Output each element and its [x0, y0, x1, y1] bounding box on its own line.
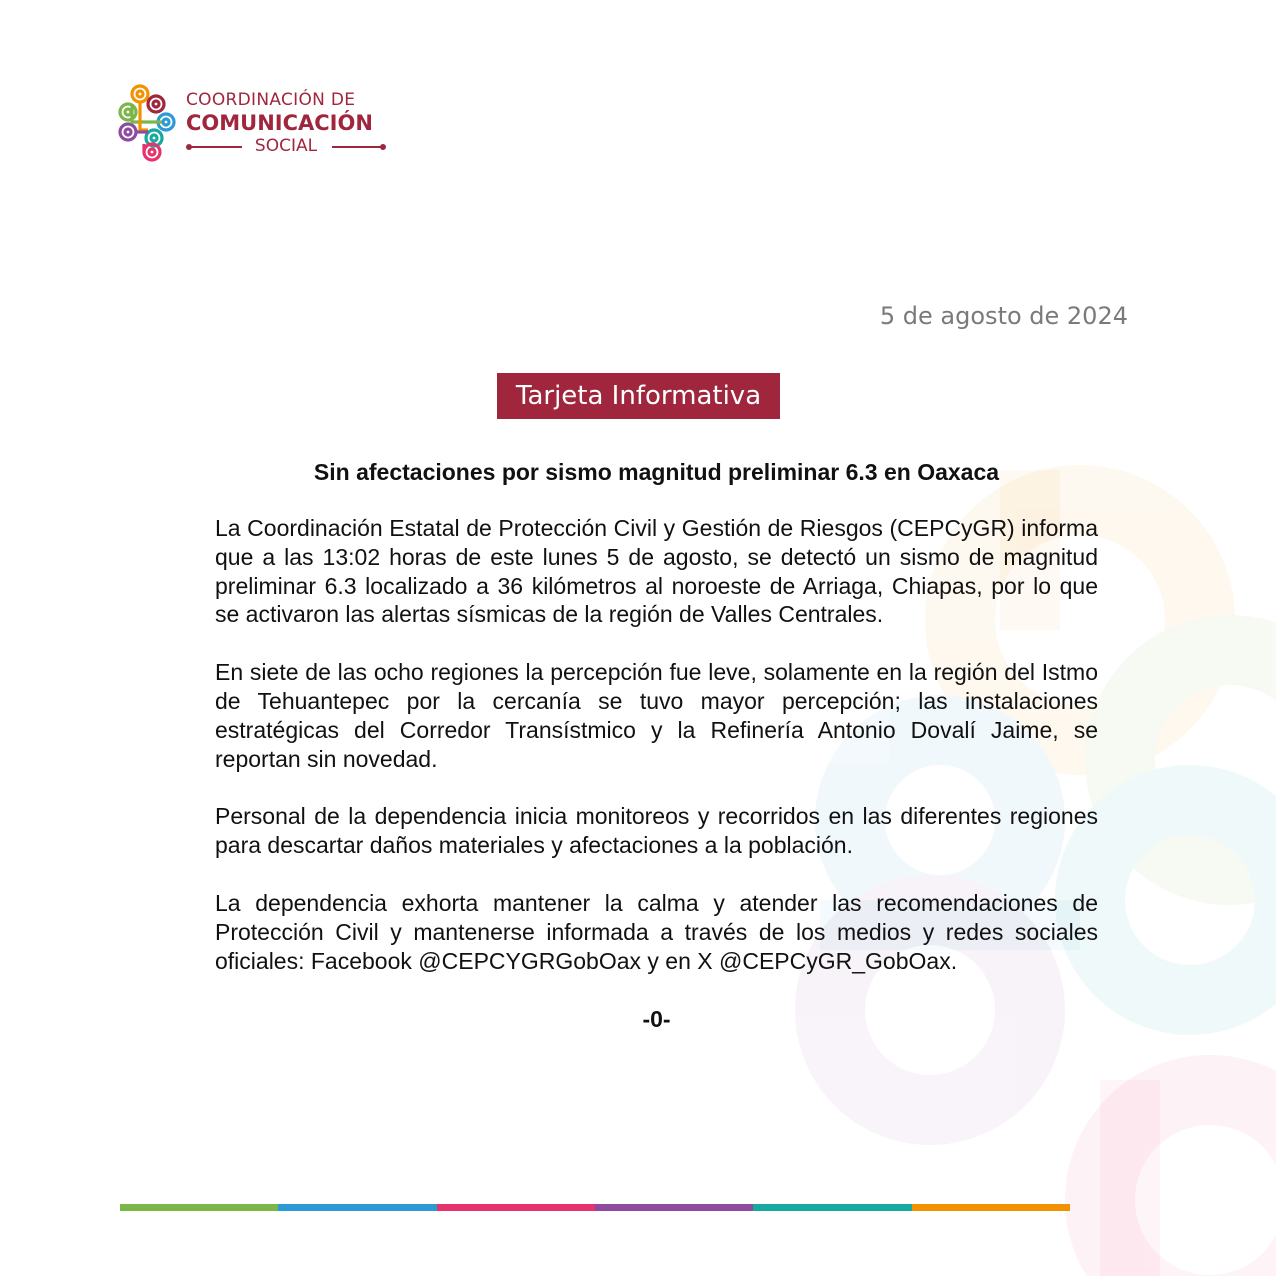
color-bar-segment	[437, 1204, 595, 1211]
logo-line-2: COMUNICACIÓN	[186, 111, 373, 135]
color-bar-segment	[120, 1204, 278, 1211]
logo-line-3-label: SOCIAL	[254, 136, 318, 156]
paragraph-1: La Coordinación Estatal de Protección Civil y Gestión de Riesgos (CEPCyGR) informa que a las 13:02 horas de este lunes 5 de agosto, se detectó un sismo de magnitud preliminar 6.3 localizado a 36 kilómetros al noroeste de Arriaga, Chiapas, por lo que se activaron las alertas sísmicas de la región de Valles Centrales.	[215, 515, 1098, 628]
logo-rule-dot-right	[380, 144, 386, 150]
color-bar-segment	[278, 1204, 436, 1211]
logo-line-3	[186, 136, 386, 156]
logo-knot-icon	[118, 82, 178, 162]
logo	[118, 82, 398, 164]
document-date: 5 de agosto de 2024	[879, 302, 1128, 330]
logo-wordmark	[186, 90, 396, 156]
color-bar-segment	[595, 1204, 753, 1211]
color-bar-segment	[753, 1204, 911, 1211]
footer-color-bar	[120, 1204, 1070, 1211]
document-type-banner: Tarjeta Informativa	[497, 373, 780, 419]
headline: Sin afectaciones por sismo magnitud preliminar 6.3 en Oaxaca	[313, 459, 1000, 485]
paragraph-2: En siete de las ocho regiones la percepción fue leve, solamente en la región del Istmo de Tehuantepec por la cercanía se tuvo mayor percepción; las instalaciones estratégicas del Corredor Transístmico y la Refinería Antonio Dovalí Jaime, se reportan sin novedad.	[215, 659, 1098, 772]
body-text	[215, 514, 1098, 1034]
closing-mark: -0-	[642, 1006, 671, 1033]
logo-line-1: COORDINACIÓN DE	[186, 90, 356, 110]
paragraph-3: Personal de la dependencia inicia monitoreos y recorridos en las diferentes regiones para descartar daños materiales y afectaciones a la población.	[215, 803, 1098, 859]
logo-rule-right	[332, 146, 384, 148]
color-bar-segment	[912, 1204, 1070, 1211]
paragraph-4: La dependencia exhorta mantener la calma y atender las recomendaciones de Protección Civil y mantenerse informada a través de los medios y redes sociales oficiales: Facebook @CEPCYGRGobOax y en X @CEPCyGR_GobOax.	[215, 889, 1098, 974]
